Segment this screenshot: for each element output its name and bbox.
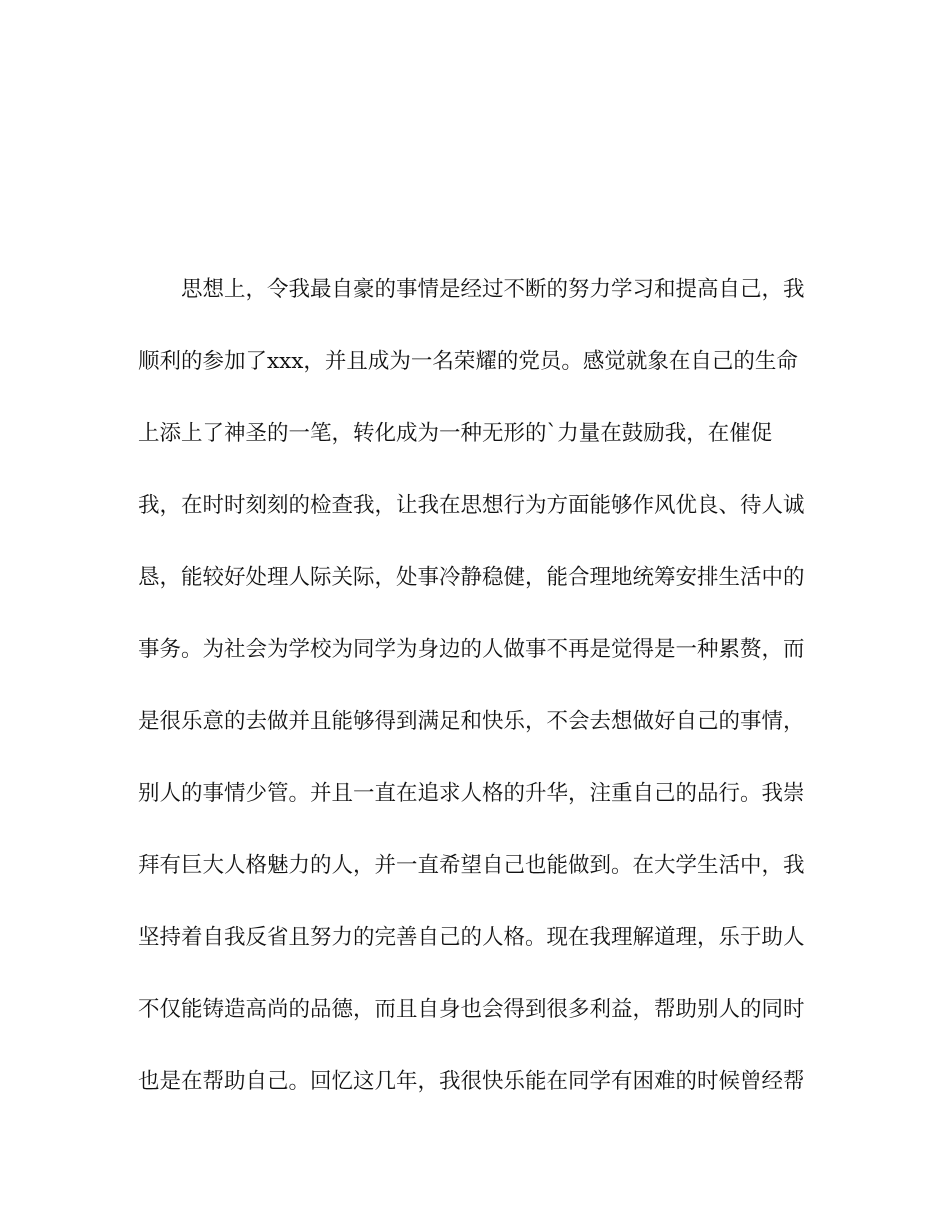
paragraph-line: 思想上，令我最自豪的事情是经过不断的努力学习和提高自己，我 [181, 277, 805, 302]
paragraph-line: 也是在帮助自己。回忆这几年，我很快乐能在同学有困难的时候曾经帮 [138, 1069, 805, 1094]
paragraph-line: 不仅能铸造高尚的品德，而且自身也会得到很多利益，帮助别人的同时 [138, 997, 805, 1022]
body-paragraph [138, 268, 818, 1132]
paragraph-line: 上添上了神圣的一笔，转化成为一种无形的`力量在鼓励我，在催促 [138, 421, 773, 446]
paragraph-line: 事务。为社会为学校为同学为身边的人做事不再是觉得是一种累赘，而 [138, 637, 805, 662]
paragraph-line: 坚持着自我反省且努力的完善自己的人格。现在我理解道理，乐于助人 [138, 925, 805, 950]
paragraph-line: 我，在时时刻刻的检查我，让我在思想行为方面能够作风优良、待人诚 [138, 493, 805, 518]
paragraph-line: 拜有巨大人格魅力的人，并一直希望自己也能做到。在大学生活中，我 [138, 853, 805, 878]
paragraph-line: 顺利的参加了xxx，并且成为一名荣耀的党员。感觉就象在自己的生命 [138, 349, 798, 374]
paragraph-line: 是很乐意的去做并且能够得到满足和快乐，不会去想做好自己的事情， [138, 709, 805, 734]
paragraph-line: 恳，能较好处理人际关际，处事冷静稳健，能合理地统筹安排生活中的 [138, 565, 805, 590]
paragraph-line: 别人的事情少管。并且一直在追求人格的升华，注重自己的品行。我崇 [138, 781, 805, 806]
